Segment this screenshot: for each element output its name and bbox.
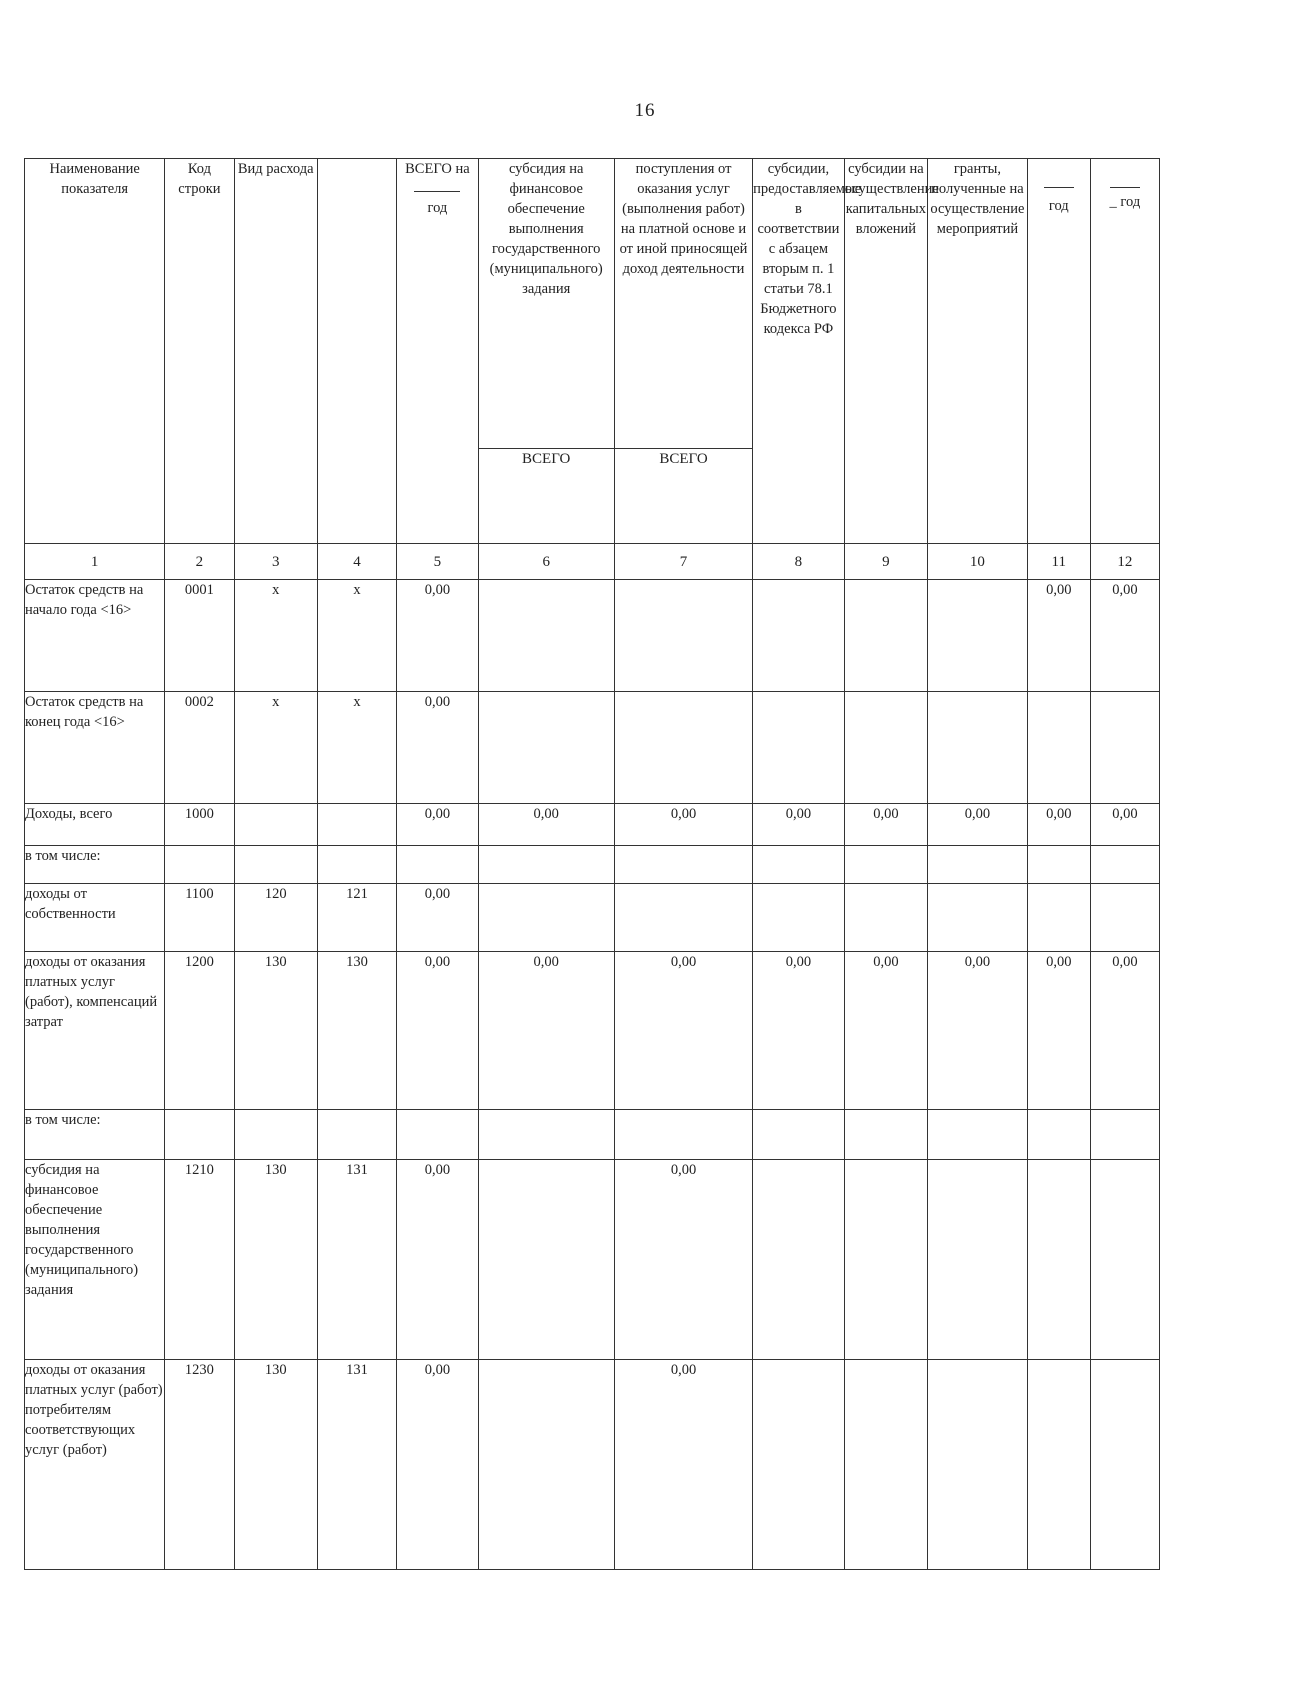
year-blank-line — [1044, 187, 1074, 188]
header-year-12-label: _ год — [1109, 194, 1141, 210]
header-paid-total: ВСЕГО — [614, 449, 752, 544]
row-value — [614, 691, 752, 803]
column-number: 1 — [25, 544, 165, 580]
row-value: 130 — [317, 951, 396, 1109]
row-name: Доходы, всего — [25, 803, 165, 845]
row-name: в том числе: — [25, 845, 165, 883]
row-name: доходы от оказания платных услуг (работ), компенсаций затрат — [25, 951, 165, 1109]
column-number: 9 — [844, 544, 927, 580]
header-year-11-label: год — [1048, 198, 1069, 214]
column-number: 7 — [614, 544, 752, 580]
table-row — [25, 803, 1160, 845]
row-value: 0,00 — [844, 951, 927, 1109]
row-value: 0,00 — [397, 1159, 478, 1359]
row-name: доходы от собственности — [25, 883, 165, 951]
table-row — [25, 579, 1160, 691]
row-value: 0,00 — [928, 951, 1028, 1109]
row-value — [928, 1159, 1028, 1359]
row-code: 0002 — [165, 691, 234, 803]
header-year-11 — [1027, 159, 1090, 544]
column-number: 4 — [317, 544, 396, 580]
table-row — [25, 845, 1160, 883]
row-value: х — [234, 691, 317, 803]
row-value — [753, 1159, 845, 1359]
column-number: 6 — [478, 544, 614, 580]
row-value — [928, 1109, 1028, 1159]
row-value — [1027, 1159, 1090, 1359]
row-value — [844, 1109, 927, 1159]
row-value — [928, 691, 1028, 803]
row-value: 0,00 — [1027, 951, 1090, 1109]
row-value: 0,00 — [614, 1159, 752, 1359]
table-row — [25, 1159, 1160, 1359]
table-row — [25, 1359, 1160, 1569]
row-value: 130 — [234, 951, 317, 1109]
row-value: 0,00 — [844, 803, 927, 845]
year-blank-line — [414, 191, 460, 192]
column-number: 12 — [1090, 544, 1159, 580]
column-number: 3 — [234, 544, 317, 580]
row-code: 1200 — [165, 951, 234, 1109]
row-value — [844, 845, 927, 883]
row-value — [317, 845, 396, 883]
row-value — [1090, 883, 1159, 951]
row-value — [928, 1359, 1028, 1569]
row-name: Остаток средств на начало года <16> — [25, 579, 165, 691]
row-code — [165, 845, 234, 883]
row-code: 0001 — [165, 579, 234, 691]
row-value — [614, 579, 752, 691]
row-value — [234, 803, 317, 845]
row-value — [844, 1359, 927, 1569]
row-value — [753, 1359, 845, 1569]
header-name: Наименование показателя — [25, 159, 165, 544]
row-value — [478, 579, 614, 691]
year-blank-line — [1110, 187, 1140, 188]
row-value: 0,00 — [1027, 579, 1090, 691]
row-value: 0,00 — [928, 803, 1028, 845]
row-code: 1000 — [165, 803, 234, 845]
row-value: х — [234, 579, 317, 691]
row-value — [478, 883, 614, 951]
row-value: 121 — [317, 883, 396, 951]
row-value — [753, 579, 845, 691]
header-year-12 — [1090, 159, 1159, 544]
row-value — [1090, 845, 1159, 883]
row-value — [1027, 845, 1090, 883]
row-value — [317, 803, 396, 845]
row-value: 0,00 — [478, 951, 614, 1109]
row-value: 0,00 — [614, 803, 752, 845]
row-value: 0,00 — [397, 883, 478, 951]
header-subsidy-total: ВСЕГО — [478, 449, 614, 544]
row-value — [1027, 1109, 1090, 1159]
header-total — [397, 159, 478, 544]
row-value — [478, 1359, 614, 1569]
row-value: 130 — [234, 1359, 317, 1569]
row-value — [753, 845, 845, 883]
row-value: 0,00 — [397, 1359, 478, 1569]
row-value — [753, 883, 845, 951]
row-value: 131 — [317, 1359, 396, 1569]
row-value: 0,00 — [397, 691, 478, 803]
row-value — [844, 883, 927, 951]
header-subsidy-task: субсидия на финансовое обеспечение выполнения государственного (муниципального) задания — [478, 159, 614, 449]
row-value — [397, 1109, 478, 1159]
header-subsidy-78: субсидии, предоставляемые в соответствии с абзацем вторым п. 1 статьи 78.1 Бюджетного кодекса РФ — [753, 159, 845, 544]
table-row — [25, 883, 1160, 951]
row-value — [478, 1109, 614, 1159]
row-value: х — [317, 691, 396, 803]
column-number: 5 — [397, 544, 478, 580]
row-value: 131 — [317, 1159, 396, 1359]
column-number: 11 — [1027, 544, 1090, 580]
column-number: 8 — [753, 544, 845, 580]
header-grants: гранты, полученные на осуществление мероприятий — [928, 159, 1028, 544]
row-value — [844, 691, 927, 803]
row-value: 0,00 — [753, 951, 845, 1109]
row-value — [234, 845, 317, 883]
page-number: 16 — [634, 100, 656, 121]
row-value — [1090, 691, 1159, 803]
row-name: в том числе: — [25, 1109, 165, 1159]
column-number: 2 — [165, 544, 234, 580]
row-value: 0,00 — [753, 803, 845, 845]
row-code: 1100 — [165, 883, 234, 951]
table-row — [25, 1109, 1160, 1159]
row-value — [844, 1159, 927, 1359]
row-value — [234, 1109, 317, 1159]
row-value — [1090, 1109, 1159, 1159]
row-code: 1210 — [165, 1159, 234, 1359]
row-value — [1027, 1359, 1090, 1569]
row-name: субсидия на финансовое обеспечение выполнения государственного (муниципального) задания — [25, 1159, 165, 1359]
header-subsidy-capital: субсидии на осуществление капитальных вложений — [844, 159, 927, 544]
row-value: 0,00 — [1090, 951, 1159, 1109]
row-value — [1090, 1359, 1159, 1569]
row-value: 120 — [234, 883, 317, 951]
row-value: 0,00 — [397, 951, 478, 1109]
table-row — [25, 951, 1160, 1109]
row-name: доходы от оказания платных услуг (работ) потребителям соответствующих услуг (работ) — [25, 1359, 165, 1569]
header-code: Код строки — [165, 159, 234, 544]
row-value — [753, 691, 845, 803]
row-value: 0,00 — [1027, 803, 1090, 845]
row-value — [928, 845, 1028, 883]
column-number-row — [25, 544, 1160, 580]
header-total-top: ВСЕГО на — [405, 161, 470, 177]
row-value — [1090, 1159, 1159, 1359]
row-value — [753, 1109, 845, 1159]
row-value — [478, 845, 614, 883]
row-value — [614, 1109, 752, 1159]
row-value — [478, 1159, 614, 1359]
row-value — [844, 579, 927, 691]
row-value: х — [317, 579, 396, 691]
row-value: 130 — [234, 1159, 317, 1359]
row-value — [928, 883, 1028, 951]
row-value — [317, 1109, 396, 1159]
header-col4 — [317, 159, 396, 544]
row-value: 0,00 — [397, 803, 478, 845]
row-value — [1027, 883, 1090, 951]
column-number: 10 — [928, 544, 1028, 580]
financial-table — [24, 158, 1160, 1570]
row-name: Остаток средств на конец года <16> — [25, 691, 165, 803]
header-paid-services: поступления от оказания услуг (выполнения работ) на платной основе и от иной приносящей доход деятельности — [614, 159, 752, 449]
row-value: 0,00 — [478, 803, 614, 845]
row-value — [614, 883, 752, 951]
header-expense-type: Вид расхода — [234, 159, 317, 544]
header-total-bottom: год — [427, 200, 448, 216]
row-value — [478, 691, 614, 803]
row-value: 0,00 — [614, 951, 752, 1109]
row-value: 0,00 — [397, 579, 478, 691]
row-value: 0,00 — [1090, 803, 1159, 845]
table-row — [25, 691, 1160, 803]
row-code — [165, 1109, 234, 1159]
row-value: 0,00 — [614, 1359, 752, 1569]
row-value — [1027, 691, 1090, 803]
row-value — [614, 845, 752, 883]
row-code: 1230 — [165, 1359, 234, 1569]
row-value — [928, 579, 1028, 691]
row-value: 0,00 — [1090, 579, 1159, 691]
row-value — [397, 845, 478, 883]
